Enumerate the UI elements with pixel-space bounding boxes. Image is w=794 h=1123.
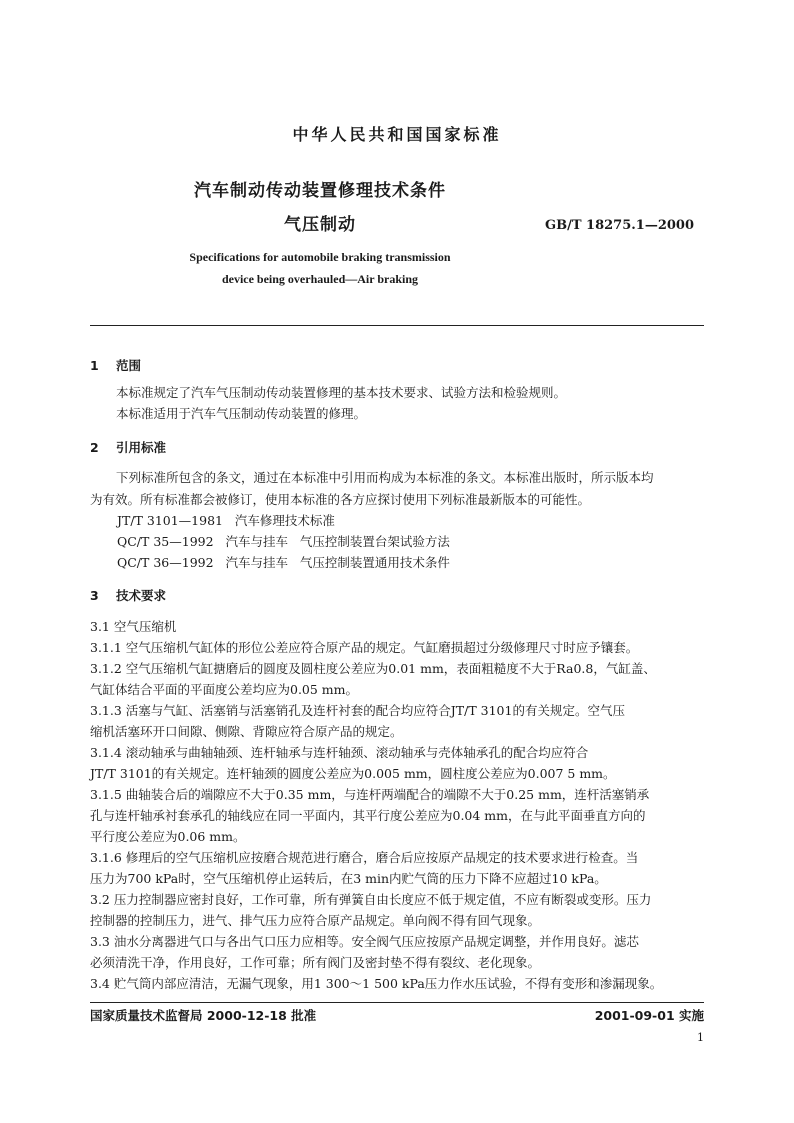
clause-line: JT/T 3101的有关规定。连杆轴颈的圆度公差应为0.005 mm，圆柱度公差应为0.007 5 mm。 (90, 766, 616, 781)
section-title: 范围 (116, 358, 142, 373)
clause-line: 3.3 油水分离器进气口与各出气口压力应相等。安全阀气压应按原产品规定调整，并作用良好。滤芯 (90, 934, 639, 949)
clause-line: 3.1.5 曲轴装合后的端隙应不大于0.35 mm，与连杆两端配合的端隙不大于0.25 mm，连杆活塞销承 (90, 787, 650, 802)
clause-line: 3.1.3 活塞与气缸、活塞销与活塞销孔及连杆衬套的配合均应符合JT/T 3101的有关规定。空气压 (90, 703, 625, 718)
document-title: 汽车制动传动装置修理技术条件 (194, 181, 446, 201)
clause-line: 控制器的控制压力，进气、排气压力应符合原产品规定。单向阀不得有回气现象。 (90, 913, 541, 928)
clause-line: 孔与连杆轴承衬套承孔的轴线应在同一平面内，其平行度公差应为0.04 mm，在与此平面垂直方向的 (90, 808, 646, 823)
clause-line: 3.2 压力控制器应密封良好，工作可靠，所有弹簧自由长度应不低于规定值，不应有断裂或变形。压力 (90, 892, 652, 907)
section-title: 引用标准 (116, 440, 167, 455)
section-number: 3 (90, 588, 99, 603)
english-title-line2: device being overhauled—Air braking (221, 272, 419, 286)
clause-line: 必须清洗干净，作用良好，工作可靠；所有阀门及密封垫不得有裂纹、老化现象。 (90, 955, 541, 970)
clause-line: 3.1.6 修理后的空气压缩机应按磨合规范进行磨合，磨合后应按原产品规定的技术要求进行检查。当 (90, 850, 639, 865)
standard-code: GB/T 18275.1—2000 (545, 218, 695, 233)
section-number: 2 (90, 440, 99, 455)
paragraph: 为有效。所有标准都会被修订，使用本标准的各方应探讨使用下列标准最新版本的可能性。 (90, 492, 591, 507)
approval-note: 国家质量技术监督局 2000-12-18 批准 (90, 1008, 317, 1023)
paragraph: 本标准规定了汽车气压制动传动装置修理的基本技术要求、试验方法和检验规则。 (116, 385, 567, 400)
section-1-heading (90, 356, 141, 374)
header-rule (90, 325, 704, 326)
section-title: 技术要求 (116, 588, 167, 603)
section-3-heading (90, 586, 166, 604)
clause-line: 3.1.2 空气压缩机气缸搪磨后的圆度及圆柱度公差应为0.01 mm，表面粗糙度不大于Ra0.8，气缸盖、 (90, 661, 656, 676)
reference-item: QC/T 36—1992 汽车与挂车 气压控制装置通用技术条件 (117, 555, 450, 570)
document-subtitle: 气压制动 (284, 215, 356, 235)
reference-item: QC/T 35—1992 汽车与挂车 气压控制装置台架试验方法 (117, 534, 450, 549)
clause-line: 平行度公差应为0.06 mm。 (90, 829, 246, 844)
reference-item: JT/T 3101—1981 汽车修理技术标准 (117, 513, 335, 528)
standard-org-title: 中华人民共和国国家标准 (292, 125, 502, 144)
clause-line: 3.1.1 空气压缩机气缸体的形位公差应符合原产品的规定。气缸磨损超过分级修理尺寸时应予镶套。 (90, 640, 639, 655)
clause-line: 缩机活塞环开口间隙、侧隙、背隙应符合原产品的规定。 (90, 724, 403, 739)
english-title-line1: Specifications for automobile braking transmission (189, 250, 451, 264)
implementation-date: 2001-09-01 实施 (594, 1008, 704, 1023)
clause-line: 压力为700 kPa时，空气压缩机停止运转后，在3 min内贮气筒的压力下降不应超过10 kPa。 (90, 871, 607, 886)
paragraph: 本标准适用于汽车气压制动传动装置的修理。 (116, 406, 367, 421)
page-number: 1 (697, 1031, 704, 1044)
clause-line: 气缸体结合平面的平面度公差均应为0.05 mm。 (90, 682, 359, 697)
clause-line: 3.4 贮气筒内部应清洁，无漏气现象，用1 300～1 500 kPa压力作水压试验，不得有变形和渗漏现象。 (90, 976, 663, 991)
footer-rule (90, 1002, 704, 1003)
section-2-heading (90, 438, 166, 456)
clause-line: 3.1.4 滚动轴承与曲轴轴颈、连杆轴承与连杆轴颈、滚动轴承与壳体轴承孔的配合均应符合 (90, 745, 589, 760)
paragraph: 下列标准所包含的条文，通过在本标准中引用而构成为本标准的条文。本标准出版时，所示版本均 (116, 470, 654, 485)
clause-line: 3.1 空气压缩机 (90, 619, 177, 634)
section-number: 1 (90, 358, 99, 373)
